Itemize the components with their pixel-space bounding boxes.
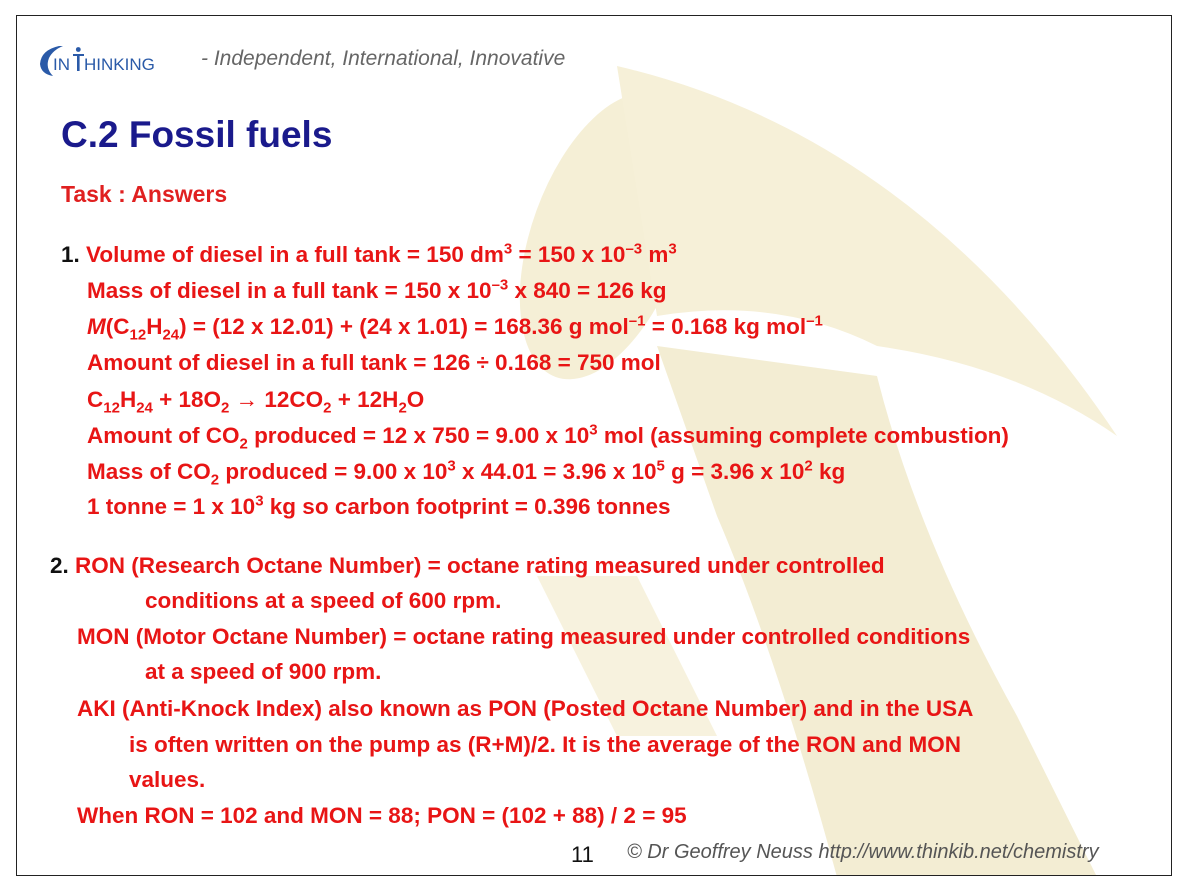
answer2-ron-line2: conditions at a speed of 600 rpm. [145,588,502,613]
answer2-ron-line1: 2. RON (Research Octane Number) = octane rating measured under controlled [50,553,885,578]
answer2-aki-line3: values. [129,767,206,792]
answer1-line6: Amount of $CO_2$ produced = 12 x 750 = 9.00 x $10^3$ mol (assuming complete combustion) [87,421,1009,453]
inthinking-logo-icon [37,40,182,80]
tagline: - Independent, International, Innovative [201,47,566,70]
answer2-aki-line2: is often written on the pump as (R+M)/2. It is the average of the RON and MON [129,732,961,757]
logo-text: IN [53,55,70,74]
answer1-line8: 1 tonne = 1 x $10^3$ kg so carbon footprint = 0.396 tonnes [87,492,671,519]
answer1-line2: Mass of diesel in a full tank = 150 x $10^{-3}$ x 840 = 126 kg [87,276,667,303]
page-number: 11 [571,842,594,867]
answer2-number: 2. [50,553,69,578]
subtitle: Task : Answers [61,181,228,207]
answer1-line7: Mass of $CO_2$ produced = 9.00 x $10^3$ x 44.01 = 3.96 x $10^5$ g = 3.96 x $10^2$ kg [87,457,846,489]
footer-credit: © Dr Geoffrey Neuss http://www.thinkib.net/chemistry [627,841,1099,863]
answer1-line4: Amount of diesel in a full tank = 126 ÷ 0.168 = 750 mol [87,350,661,375]
answer2-mon-line2: at a speed of 900 rpm. [145,659,382,684]
answer2-aki-line1: AKI (Anti-Knock Index) also known as PON (Posted Octane Number) and in the USA [77,696,974,721]
slide [16,15,1172,876]
answer1-equation: $C_{12}H_{24} + 18O_2 \to 12CO_2 + 12H_2O$ [87,387,425,417]
answer2-calculation: When RON = 102 and MON = 88; PON = (102 + 88) / 2 = 95 [77,803,687,828]
answer2-mon-line1: MON (Motor Octane Number) = octane rating measured under controlled conditions [77,624,971,649]
answer1-line1: 1. Volume of diesel in a full tank = 150 $dm^3 = 150$ x $10^{-3}$ $m^3$ [61,240,677,267]
svg-text:HINKING: HINKING [84,55,155,74]
page-title: C.2 Fossil fuels [61,114,333,155]
answer1-line3: $M(C_{12}H_{24}) = (12$ x 12.01) + (24 x 1.01) = 168.36 g mol$^{-1}$ = 0.168 kg mol$^{-1}$ [87,312,823,344]
logo [37,40,182,80]
answer1-number: 1. [61,242,80,267]
